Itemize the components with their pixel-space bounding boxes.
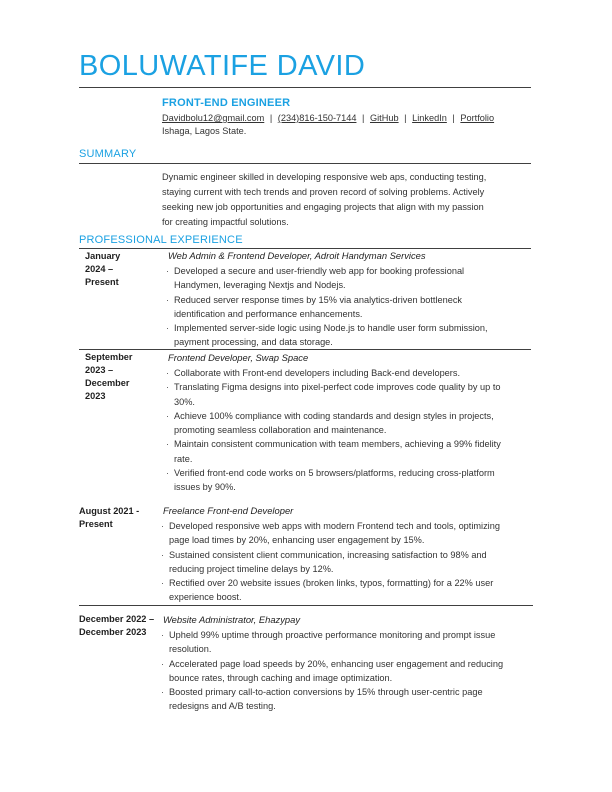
job-date: December 2022 – December 2023 bbox=[79, 614, 155, 637]
contact-separator: | bbox=[362, 113, 365, 123]
job-role: Website Administrator, Ehazypay bbox=[163, 614, 301, 625]
job-bullets bbox=[166, 366, 506, 495]
list-item: · Maintain consistent communication with team members, achieving a 99% fidelity rate. bbox=[166, 437, 506, 466]
job-date: September 2023 – December 2023 bbox=[85, 352, 133, 401]
list-item: · Sustained consistent client communication, increasing satisfaction to 98% and reducing project timeline delays by 12%. bbox=[161, 548, 506, 577]
summary-divider bbox=[79, 163, 531, 164]
list-item: · Upheld 99% uptime through proactive performance monitoring and prompt issue resolution. bbox=[161, 628, 506, 657]
experience-divider bbox=[79, 248, 531, 249]
contact-separator: | bbox=[452, 113, 455, 123]
portfolio-link[interactable]: Portfolio bbox=[460, 113, 495, 123]
job-role: Freelance Front-end Developer bbox=[163, 505, 294, 516]
job-role: Frontend Developer, Swap Space bbox=[168, 352, 309, 363]
list-item: · Rectified over 20 website issues (broken links, typos, formatting) for a 22% user experience boost. bbox=[161, 576, 506, 605]
list-item: · Reduced server response times by 15% via analytics-driven bottleneck identification and performance enhancements. bbox=[166, 293, 506, 322]
job-bullets bbox=[166, 264, 506, 350]
job-role: Web Admin & Frontend Developer, Adroit Handyman Services bbox=[168, 250, 426, 261]
list-item: · Achieve 100% compliance with coding standards and design styles in projects, promoting seamless collaboration and maintenance. bbox=[166, 409, 506, 438]
phone-link[interactable]: (234)816-150-7144 bbox=[277, 113, 357, 123]
job-title: FRONT-END ENGINEER bbox=[162, 97, 291, 109]
list-item: · Implemented server-side logic using Node.js to handle user form submission, payment processing, and data storage. bbox=[166, 321, 506, 350]
email-link[interactable]: Davidbolu12@gmail.com bbox=[162, 113, 265, 123]
experience-heading: PROFESSIONAL EXPERIENCE bbox=[79, 234, 243, 246]
header-divider bbox=[79, 87, 531, 88]
github-link[interactable]: GitHub bbox=[369, 113, 399, 123]
job-divider bbox=[79, 605, 533, 606]
contact-separator: | bbox=[404, 113, 407, 123]
list-item: · Verified front-end code works on 5 browsers/platforms, reducing cross-platform issues by 90%. bbox=[166, 466, 506, 495]
list-item: · Collaborate with Front-end developers including Back-end developers. bbox=[166, 366, 506, 380]
job-date: January 2024 – Present bbox=[85, 251, 121, 287]
contact-line bbox=[162, 113, 494, 123]
list-item: · Boosted primary call-to-action conversions by 15% through user-centric page redesigns and A/B testing. bbox=[161, 685, 506, 714]
job-bullets bbox=[161, 519, 506, 605]
candidate-name: BOLUWATIFE DAVID bbox=[79, 50, 366, 82]
list-item: · Developed responsive web apps with modern Frontend tech and tools, optimizing page load times by 20%, enhancing user engagement by 15%. bbox=[161, 519, 506, 548]
job-divider bbox=[79, 349, 531, 350]
list-item: · Developed a secure and user-friendly web app for booking professional Handymen, leveraging Nextjs and Nodejs. bbox=[166, 264, 506, 293]
job-date: August 2021 - Present bbox=[79, 506, 140, 529]
address: Ishaga, Lagos State. bbox=[162, 126, 247, 136]
job-bullets bbox=[161, 628, 506, 714]
linkedin-link[interactable]: LinkedIn bbox=[412, 113, 447, 123]
summary-text: Dynamic engineer skilled in developing responsive web aps, conducting testing, staying current with tech trends and proven record of solving problems. Actively seeking new job opportunities and engaging projects that align with my passion for creating impactful solutions. bbox=[162, 172, 487, 227]
contact-separator: | bbox=[269, 113, 273, 123]
summary-heading: SUMMARY bbox=[79, 148, 137, 160]
list-item: · Translating Figma designs into pixel-perfect code improves code quality by up to 30%. bbox=[166, 380, 506, 409]
list-item: · Accelerated page load speeds by 20%, enhancing user engagement and reducing bounce rates, through caching and image optimization. bbox=[161, 657, 506, 686]
